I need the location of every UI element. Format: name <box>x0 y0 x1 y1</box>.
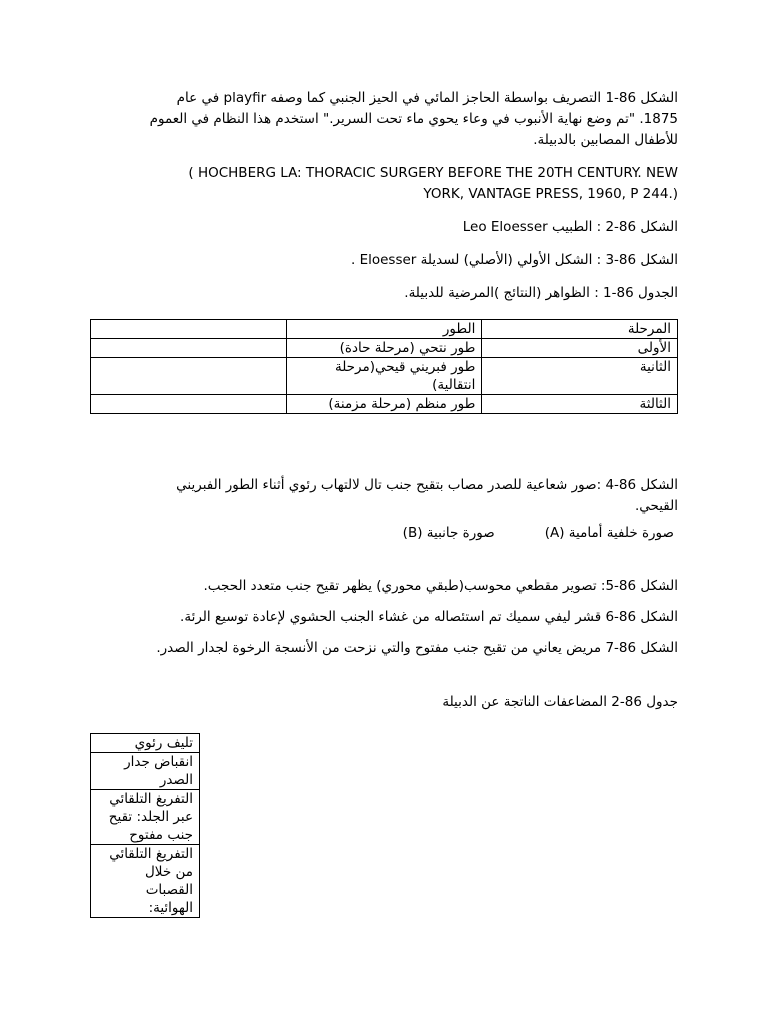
comp-table-wrapper <box>90 733 678 918</box>
table1-title: الجدول 86-1 : الظواهر (النتائج )المرضية للدبيلة. <box>404 285 678 301</box>
table-row <box>91 358 678 395</box>
fig1-caption-line2: 1875. "تم وضع نهاية الأنبوب في وعاء يحوي ماء تحت السرير." استخدم هذا النظام في العموم <box>149 111 678 127</box>
table-row <box>91 395 678 414</box>
table-cell: طور فبريني قيحي(مرحلة انتقالية) <box>286 358 482 395</box>
fig7-caption: الشكل 86-7 مريض يعاني من تقيح جنب مفتوح والتي نزحت من الأنسجة الرخوة لجدار الصدر. <box>156 640 678 656</box>
table-cell: التفريغ التلقائي عبر الجلد: تقيح جنب مفتوح <box>91 790 200 845</box>
table-cell <box>91 320 287 339</box>
table-cell <box>91 358 287 395</box>
table-row <box>91 790 200 845</box>
table-cell: طور نتحي (مرحلة حادة) <box>286 339 482 358</box>
fig2-caption: الشكل 86-2 : الطبيب Leo Eloesser <box>462 219 678 235</box>
fig4-views <box>90 523 678 544</box>
table-cell: الثانية <box>482 358 678 395</box>
fig1-caption-line1: الشكل 86-1 التصريف بواسطة الحاجز المائي في الحيز الجنبي كما وصفه playfir في عام <box>176 90 678 106</box>
table-header-row <box>91 320 678 339</box>
table-row <box>91 845 200 918</box>
table-cell: طور منظم (مرحلة مزمنة) <box>286 395 482 414</box>
table-cell: الثالثة <box>482 395 678 414</box>
stages-table <box>90 319 678 414</box>
document-page <box>90 88 678 918</box>
fig3-caption: الشكل 86-3 : الشكل الأولي (الأصلي) لسديلة Eloesser . <box>350 252 678 268</box>
reference-line1: HOCHBERG LA: THORACIC SURGERY BEFORE THE 20TH CENTURY. NEW ) <box>188 165 678 181</box>
table-cell: تليف رئوي <box>91 734 200 753</box>
table-cell: التفريغ التلقائي من خلال القصبات الهوائية: <box>91 845 200 918</box>
fig4-view-b: صورة جانبية (B) <box>402 525 495 541</box>
reference-line2: (.YORK, VANTAGE PRESS, 1960, P 244 <box>423 186 678 202</box>
fig6-caption: الشكل 86-6 قشر ليفي سميك تم استئصاله من غشاء الجنب الحشوي لإعادة توسيع الرئة. <box>180 609 678 625</box>
table-cell: الطور <box>286 320 482 339</box>
fig4-view-a: صورة خلفية أمامية (A) <box>544 525 674 541</box>
table-cell <box>91 395 287 414</box>
table-row <box>91 734 200 753</box>
fig4-caption-line2: القيحي. <box>634 498 678 514</box>
fig1-caption-line3: للأطفال المصابين بالدبيلة. <box>533 132 678 148</box>
table-cell: المرحلة <box>482 320 678 339</box>
table-cell <box>91 339 287 358</box>
table-row <box>91 339 678 358</box>
fig4-caption-line1: الشكل 86-4 :صور شعاعية للصدر مصاب بتقيح جنب تال لالتهاب رئوي أثناء الطور الفبريني <box>176 477 678 493</box>
table-cell: الأولى <box>482 339 678 358</box>
table-cell: انقباض جدار الصدر <box>91 753 200 790</box>
table2-title: جدول 86-2 المضاعفات الناتجة عن الدبيلة <box>442 694 678 710</box>
fig5-caption: الشكل 86-5: تصوير مقطعي محوسب(طبقي محوري) يظهر تقيح جنب متعدد الحجب. <box>203 578 678 594</box>
table-row <box>91 753 200 790</box>
complications-table <box>90 733 200 918</box>
